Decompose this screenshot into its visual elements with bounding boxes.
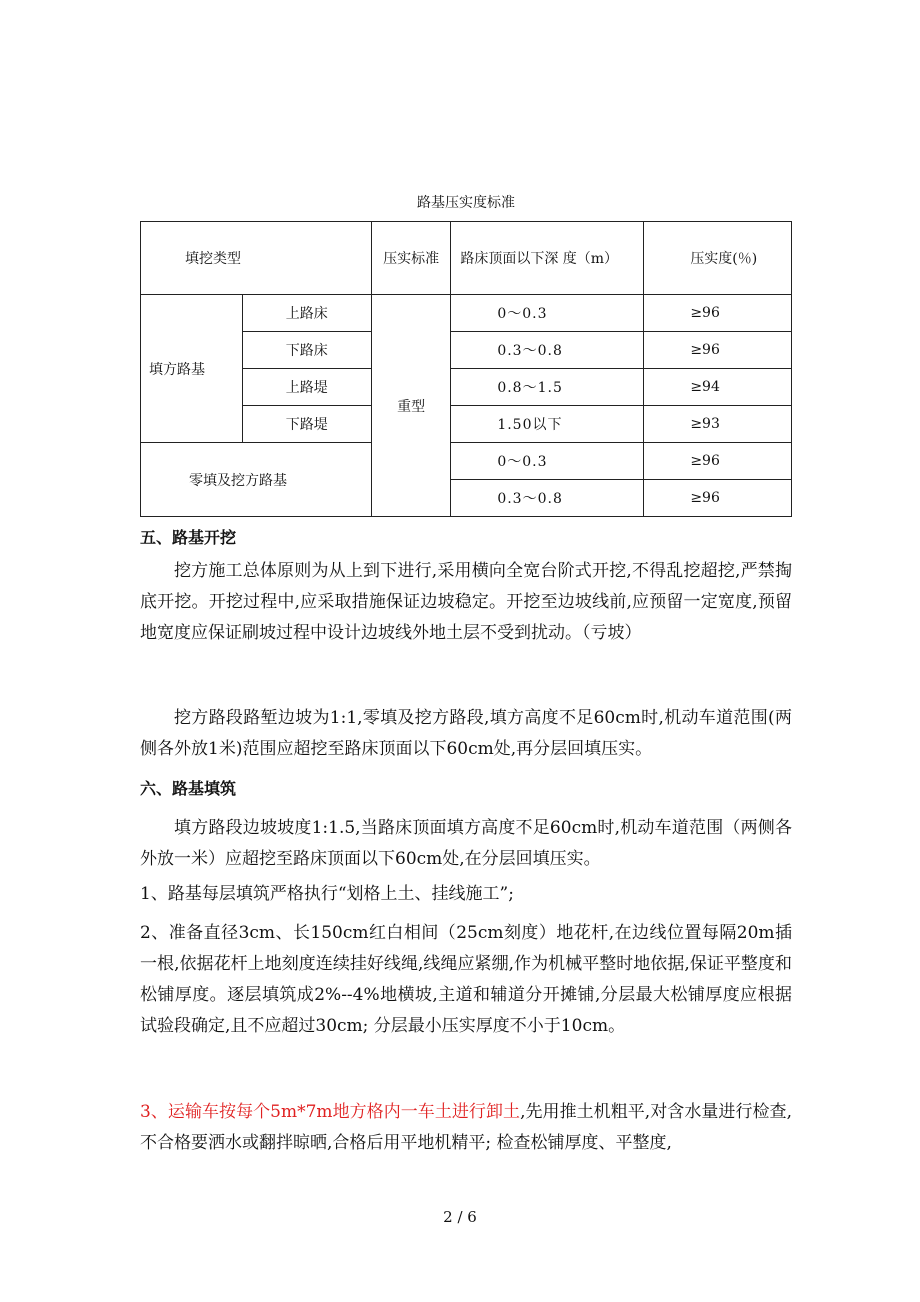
section-6-item-1: 1、路基每层填筑严格执行“划格上土、挂线施工”; — [140, 884, 514, 904]
row-sub-type: 下路堤 — [242, 406, 372, 443]
row-compaction: ≥96 — [644, 295, 792, 332]
row-compaction: ≥93 — [644, 406, 792, 443]
row-sub-type: 下路床 — [242, 332, 372, 369]
header-compaction-degree: 压实度(％) — [644, 222, 792, 295]
compaction-standard-table — [140, 221, 792, 517]
row-depth: 0.8～1.5 — [451, 369, 644, 406]
row-compaction: ≥96 — [644, 332, 792, 369]
row-compaction: ≥96 — [644, 480, 792, 517]
section-5-heading: 五、路基开挖 — [140, 528, 237, 547]
section-6-item-2: 2、准备直径3cm、长150cm红白相间（25cm刻度）地花杆,在边线位置每隔20m插一根,依据花杆上地刻度连续挂好线绳,线绳应紧绷,作为机械平整时地依据,保证平整度和松铺厚度。逐层填筑成2%--4%地横坡,主道和辅道分开摊铺,分层最大松铺厚度应根据试验段确定,且不应超过30cm; 分层最小压实厚度不小于10cm。 — [140, 923, 792, 1036]
header-fill-cut-type: 填挖类型 — [141, 222, 372, 295]
fill-subgrade-group: 填方路基 — [141, 295, 243, 443]
header-depth: 路床顶面以下深 度（m） — [451, 222, 644, 295]
table-row — [141, 443, 792, 480]
row-sub-type: 上路堤 — [242, 369, 372, 406]
section-6-item-3 — [140, 1097, 792, 1159]
highlighted-text: 3、运输车按每个5m*7m地方格内一车土进行卸土 — [140, 1102, 521, 1122]
zero-fill-cut-group: 零填及挖方路基 — [141, 443, 372, 517]
table-row — [141, 295, 792, 332]
page-number: 2 / 6 — [443, 1208, 477, 1226]
section-5-paragraph-1: 挖方施工总体原则为从上到下进行,采用横向全宽台阶式开挖,不得乱挖超挖,严禁掏底开挖。开挖过程中,应采取措施保证边坡稳定。开挖至边坡线前,应预留一定宽度,预留地宽度应保证刷坡过程中设计边坡线外地土层不受到扰动。（亏坡） — [140, 561, 792, 643]
section-5-paragraph-2: 挖方路段路堑边坡为1:1,零填及挖方路段,填方高度不足60cm时,机动车道范围(两侧各外放1米)范围应超挖至路床顶面以下60cm处,再分层回填压实。 — [140, 708, 792, 759]
item-3-rest: ,先用推土机粗平,对含水量进行检查,不合格要洒水或翻拌晾晒,合格后用平地机精平; 检查松铺厚度、平整度, — [140, 1102, 793, 1153]
row-depth: 1.50以下 — [451, 406, 644, 443]
row-depth: 0～0.3 — [451, 443, 644, 480]
header-compaction-standard: 压实标准 — [372, 222, 451, 295]
table-caption: 路基压实度标准 — [417, 195, 515, 211]
row-compaction: ≥94 — [644, 369, 792, 406]
row-sub-type: 上路床 — [242, 295, 372, 332]
table-header-row — [141, 222, 792, 295]
section-6-paragraph-1: 填方路段边坡坡度1:1.5,当路床顶面填方高度不足60cm时,机动车道范围（两侧各外放一米）应超挖至路床顶面以下60cm处,在分层回填压实。 — [140, 818, 792, 869]
section-6-heading: 六、路基填筑 — [140, 779, 237, 798]
compaction-standard-value: 重型 — [372, 295, 451, 517]
row-depth: 0.3～0.8 — [451, 480, 644, 517]
row-compaction: ≥96 — [644, 443, 792, 480]
row-depth: 0～0.3 — [451, 295, 644, 332]
row-depth: 0.3～0.8 — [451, 332, 644, 369]
